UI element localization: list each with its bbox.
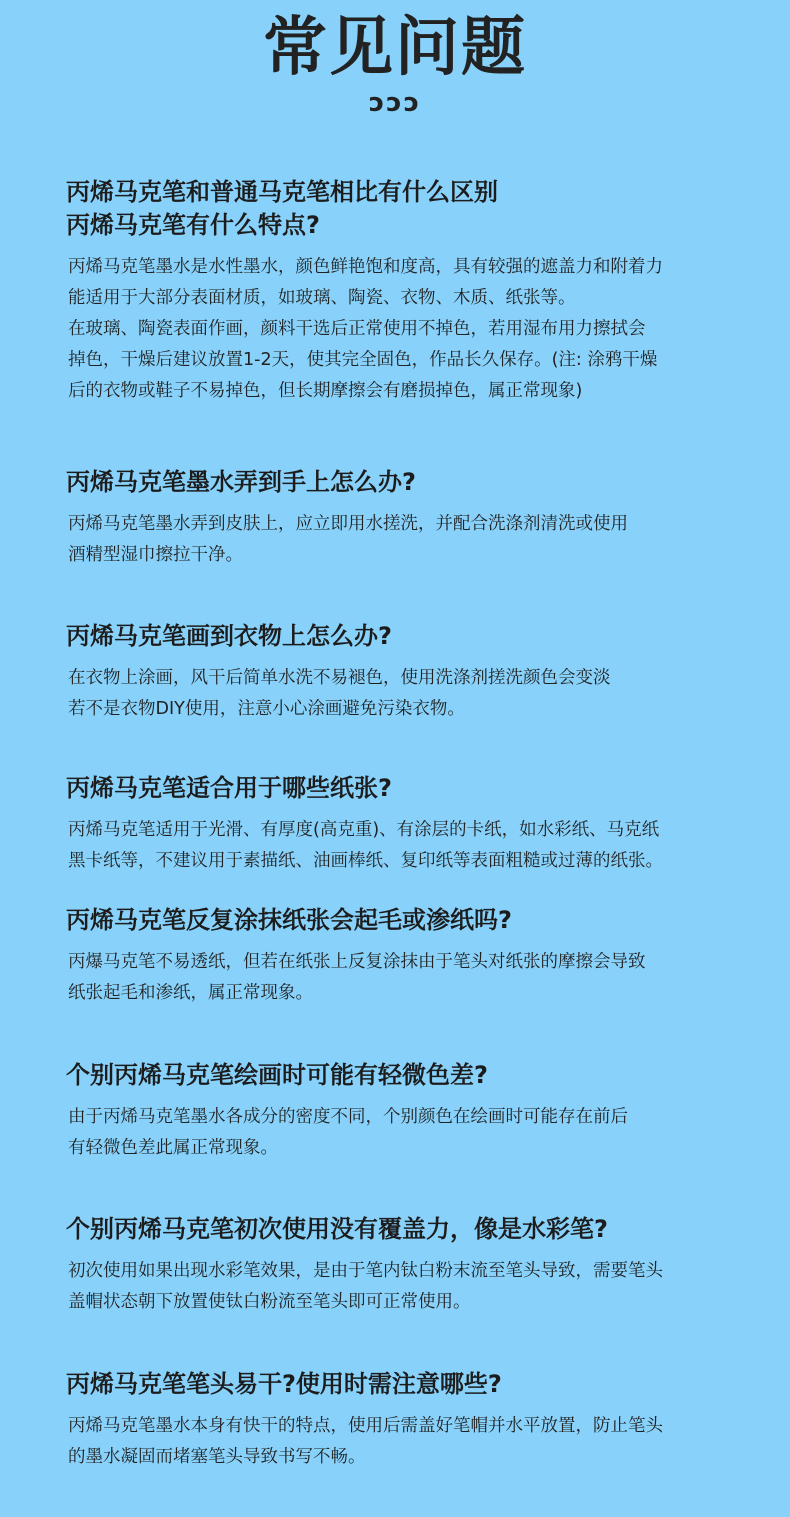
answer-line: 在玻璃、陶瓷表面作画，颜料干选后正常使用不掉色，若用湿布用力擦拭会 (68, 319, 646, 339)
faq-item-paper-pilling (66, 904, 766, 1009)
faq-answer (68, 663, 766, 725)
faq-question (66, 466, 766, 499)
faq-question (66, 176, 766, 242)
answer-line: 能适用于大部分表面材质，如玻璃、陶瓷、衣物、木质、纸张等。 (68, 288, 576, 308)
faq-item-color-difference (66, 1059, 766, 1164)
answer-line: 的墨水凝固而堵塞笔头导致书写不畅。 (68, 1447, 366, 1467)
answer-line: 在衣物上涂画，风干后简单水洗不易褪色，使用洗涤剂搓洗颜色会变淡 (68, 668, 611, 688)
faq-answer (68, 1256, 766, 1318)
answer-line: 纸张起毛和渗纸，属正常现象。 (68, 983, 313, 1003)
faq-answer (68, 947, 766, 1009)
faq-answer (68, 509, 766, 571)
answer-line: 丙烯马克笔适用于光滑、有厚度(高克重)、有涂层的卡纸，如水彩纸、马克纸 (68, 820, 660, 840)
answer-line: 若不是衣物DIY使用，注意小心涂画避免污染衣物。 (68, 699, 465, 719)
answer-line: 丙烯马克笔墨水是水性墨水，颜色鲜艳饱和度高，具有较强的遮盖力和附着力 (68, 257, 663, 277)
faq-answer (68, 1411, 766, 1473)
quote-decoration: ɔɔɔ (368, 88, 422, 118)
faq-item-ink-on-hands (66, 466, 766, 571)
faq-question (66, 772, 766, 805)
question-line: 丙烯马克笔和普通马克笔相比有什么区别 (66, 178, 498, 206)
answer-line: 丙爆马克笔不易透纸，但若在纸张上反复涂抹由于笔头对纸张的摩擦会导致 (68, 952, 646, 972)
question-line: 个别丙烯马克笔初次使用没有覆盖力，像是水彩笔? (66, 1215, 608, 1243)
faq-question (66, 1059, 766, 1092)
answer-line: 初次使用如果出现水彩笔效果，是由于笔内钛白粉末流至笔头导致，需要笔头 (68, 1261, 663, 1281)
faq-answer (68, 1102, 766, 1164)
answer-line: 丙烯马克笔墨水弄到皮肤上，应立即用水搓洗，并配合洗涤剂清洗或使用 (68, 514, 628, 534)
answer-line: 丙烯马克笔墨水本身有快干的特点，使用后需盖好笔帽并水平放置，防止笔头 (68, 1416, 663, 1436)
faq-item-suitable-paper (66, 772, 766, 877)
question-line: 丙烯马克笔画到衣物上怎么办? (66, 622, 392, 650)
question-line: 丙烯马克笔有什么特点? (66, 211, 320, 239)
faq-answer (68, 252, 766, 407)
question-line: 丙烯马克笔笔头易干?使用时需注意哪些? (66, 1370, 502, 1398)
faq-item-nib-dries (66, 1368, 766, 1473)
page-title: 常见问题 (263, 11, 527, 85)
question-line: 丙烯马克笔反复涂抹纸张会起毛或渗纸吗? (66, 906, 512, 934)
question-line: 丙烯马克笔适合用于哪些纸张? (66, 774, 392, 802)
answer-line: 后的衣物或鞋子不易掉色，但长期摩擦会有磨损掉色，属正常现象) (68, 381, 583, 401)
faq-question (66, 1368, 766, 1401)
answer-line: 掉色，干燥后建议放置1-2天，使其完全固色，作品长久保存。(注: 涂鸦干燥 (68, 350, 658, 370)
faq-item-no-coverage (66, 1213, 766, 1318)
answer-line: 由于丙烯马克笔墨水各成分的密度不同，个别颜色在绘画时可能存在前后 (68, 1107, 628, 1127)
question-line: 个别丙烯马克笔绘画时可能有轻微色差? (66, 1061, 488, 1089)
answer-line: 酒精型湿巾擦拉干净。 (68, 545, 243, 565)
faq-answer (68, 815, 766, 877)
answer-line: 有轻微色差此属正常现象。 (68, 1138, 278, 1158)
answer-line: 黑卡纸等，不建议用于素描纸、油画棒纸、复印纸等表面粗糙或过薄的纸张。 (68, 851, 663, 871)
faq-question (66, 904, 766, 937)
faq-item-acrylic-vs-regular (66, 176, 766, 407)
question-line: 丙烯马克笔墨水弄到手上怎么办? (66, 468, 416, 496)
answer-line: 盖帽状态朝下放置使钛白粉流至笔头即可正常使用。 (68, 1292, 471, 1312)
faq-question (66, 1213, 766, 1246)
faq-item-ink-on-clothes (66, 620, 766, 725)
faq-question (66, 620, 766, 653)
